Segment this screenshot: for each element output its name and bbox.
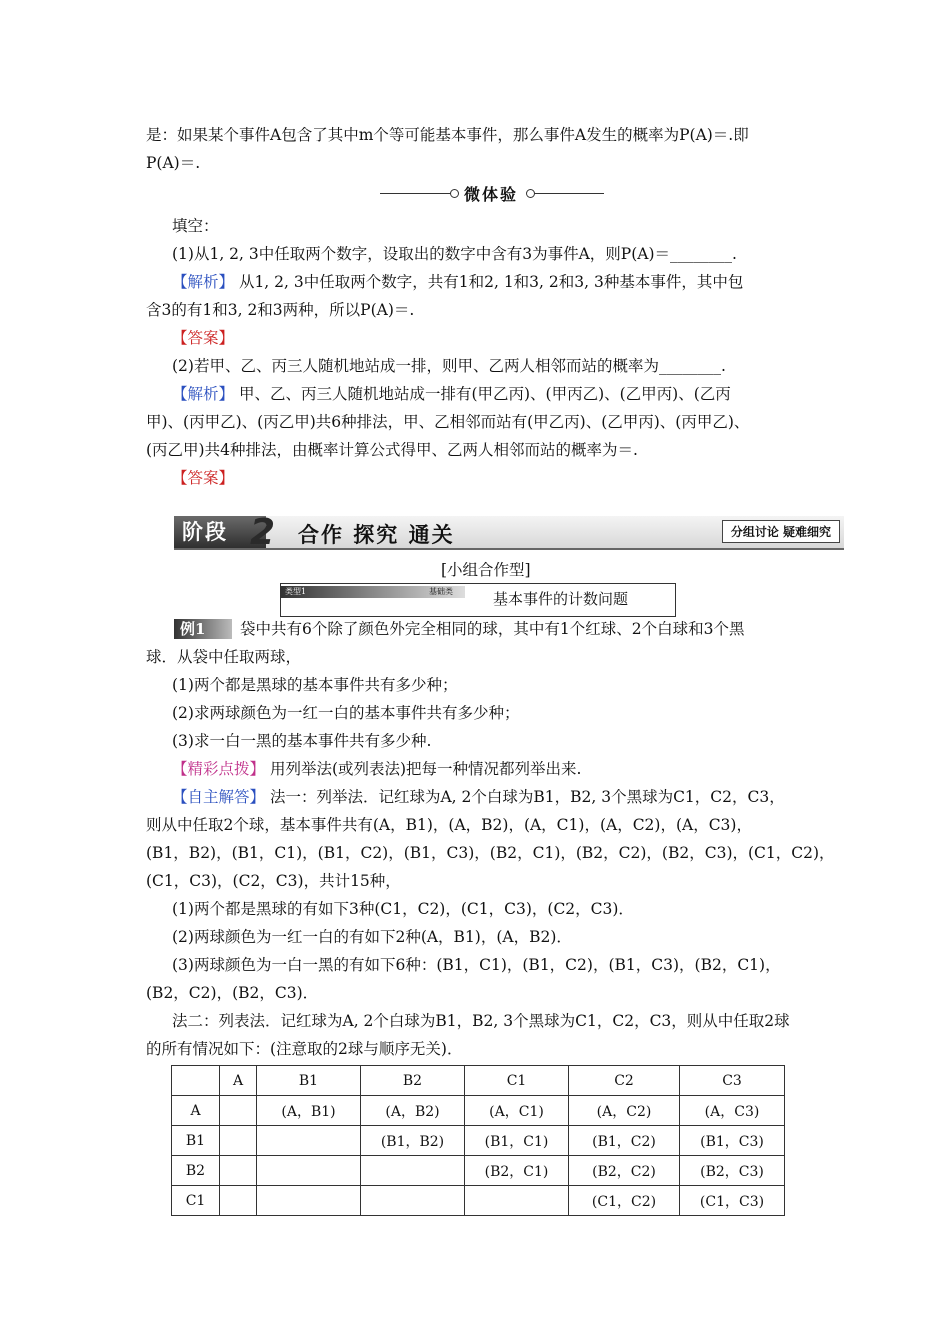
hint-text: 用列举法(或列表法)把每一种情况都列举出来. [265, 760, 582, 778]
table-row [172, 1186, 785, 1216]
text-line: 含3的有1和3, 2和3两种，所以P(A)＝. [146, 301, 415, 319]
stage-subtitle: 分组讨论 疑难细究 [722, 520, 840, 543]
table-header-row [172, 1066, 785, 1096]
table-cell: (A，C1) [465, 1096, 569, 1126]
analysis-label: 【解析】 [172, 273, 235, 291]
type-tag-right: 基础类 [429, 587, 453, 596]
text-line: (B1，B2)，(B1，C1)，(B1，C2)，(B1，C3)，(B2，C1)，(B2，C2)，(B2，C3)，(C1，C2)， [146, 844, 835, 862]
fill-heading: 填空： [172, 217, 219, 235]
answer-label: 【答案】 [172, 469, 235, 487]
table-cell [220, 1096, 257, 1126]
analysis-text: 甲、乙、丙三人随机地站成一排有(甲乙丙)、(甲丙乙)、(乙甲丙)、(乙丙 [234, 385, 731, 403]
table-cell: C1 [172, 1186, 220, 1216]
table-cell [361, 1156, 465, 1186]
table-cell [257, 1186, 361, 1216]
question-1: (1)从1, 2, 3中任取两个数字，设取出的数字中含有3为事件A，则P(A)＝________. [172, 245, 737, 263]
table-cell: B2 [361, 1066, 465, 1096]
table-row [172, 1096, 785, 1126]
table-cell [257, 1126, 361, 1156]
analysis-label: 【解析】 [172, 385, 235, 403]
sub-question: (3)求一白一黑的基本事件共有多少种. [172, 732, 432, 750]
table-cell: (B2，C1) [465, 1156, 569, 1186]
solve-text: 法一：列举法．记红球为A, 2个白球为B1，B2, 3个黑球为C1，C2，C3， [265, 788, 785, 806]
table-cell: (B1，C1) [465, 1126, 569, 1156]
analysis-text: 从1, 2, 3中任取两个数字，共有1和2, 1和3, 2和3, 3种基本事件，其中包 [234, 273, 744, 291]
table-row [172, 1156, 785, 1186]
example-label: 例1 [174, 619, 232, 639]
text-line: (C1，C3)，(C2，C3)，共计15种， [146, 872, 401, 890]
group-label: [小组合作型] [441, 561, 531, 579]
table-cell: C1 [465, 1066, 569, 1096]
table-cell: (B2，C2) [569, 1156, 680, 1186]
table-cell: (B1，C3) [680, 1126, 785, 1156]
stage-tag: 阶段 [174, 516, 266, 548]
table-cell: (A，C2) [569, 1096, 680, 1126]
table-cell: C3 [680, 1066, 785, 1096]
section-divider [380, 182, 604, 206]
stage-title: 合作 探究 通关 [298, 522, 455, 547]
table-cell: A [172, 1096, 220, 1126]
solve-line [172, 787, 785, 807]
text-line: 球．从袋中任取两球， [146, 648, 302, 666]
outcome-table [171, 1065, 785, 1216]
table-cell: (B1，C2) [569, 1126, 680, 1156]
text-line: 法二：列表法．记红球为A, 2个白球为B1，B2, 3个黑球为C1，C2，C3，则从中任取2球 [172, 1012, 790, 1030]
table-cell [220, 1126, 257, 1156]
analysis-1 [172, 272, 743, 292]
hint-label: 【精彩点拨】 [172, 760, 266, 778]
table-cell [172, 1066, 220, 1096]
text-line: (2)两球颜色为一红一白的有如下2种(A，B1)，(A，B2)． [172, 928, 572, 946]
table-cell: C2 [569, 1066, 680, 1096]
table-cell: (C1，C2) [569, 1186, 680, 1216]
answer-label: 【答案】 [172, 329, 235, 347]
type-tag-left: 类型1 [285, 587, 307, 596]
analysis-2 [172, 384, 731, 404]
table-cell: (B2，C3) [680, 1156, 785, 1186]
table-cell: (A，B2) [361, 1096, 465, 1126]
text-line: 甲)、(丙甲乙)、(丙乙甲)共6种排法，甲、乙相邻而站有(甲乙丙)、(乙甲丙)、(丙甲乙)、 [146, 413, 750, 431]
table-cell: (A，C3) [680, 1096, 785, 1126]
table-cell: (C1，C3) [680, 1186, 785, 1216]
type-box [280, 583, 676, 617]
table-cell: B1 [172, 1126, 220, 1156]
table-cell: B2 [172, 1156, 220, 1186]
sub-question: (2)求两球颜色为一红一白的基本事件共有多少种； [172, 704, 520, 722]
text-line: P(A)＝. [146, 154, 201, 172]
table-row [172, 1126, 785, 1156]
stage-number: 2 [250, 512, 276, 553]
divider-title: 微体验 [464, 185, 519, 204]
text-line: (1)两个都是黑球的有如下3种(C1，C2)，(C1，C3)，(C2，C3)． [172, 900, 634, 918]
sub-question: (1)两个都是黑球的基本事件共有多少种； [172, 676, 458, 694]
table-cell [257, 1156, 361, 1186]
text-line: 是：如果某个事件A包含了其中m个等可能基本事件，那么事件A发生的概率为P(A)＝.即 [146, 126, 749, 144]
text-line: (3)两球颜色为一白一黑的有如下6种：(B1，C1)，(B1，C2)，(B1，C3)，(B2，C1)， [172, 956, 781, 974]
text-line: (丙乙甲)共4种排法，由概率计算公式得甲、乙两人相邻而站的概率为＝. [146, 441, 638, 459]
table-cell [465, 1186, 569, 1216]
table-cell [220, 1186, 257, 1216]
hint-line [172, 759, 581, 779]
text-line: 则从中任取2个球，基本事件共有(A，B1)，(A，B2)，(A，C1)，(A，C2)，(A，C3)， [146, 816, 752, 834]
table-cell: (A，B1) [257, 1096, 361, 1126]
table-cell [220, 1156, 257, 1186]
table-cell [361, 1186, 465, 1216]
text-line: 袋中共有6个除了颜色外完全相同的球，其中有1个红球、2个白球和3个黑 [240, 620, 745, 638]
table-cell: A [220, 1066, 257, 1096]
text-line: (B2，C2)，(B2，C3)． [146, 984, 319, 1002]
type-title: 基本事件的计数问题 [493, 590, 629, 608]
question-2: (2)若甲、乙、丙三人随机地站成一排，则甲、乙两人相邻而站的概率为________. [172, 357, 726, 375]
text-line: 的所有情况如下：(注意取的2球与顺序无关)． [146, 1040, 463, 1058]
table-cell: (B1，B2) [361, 1126, 465, 1156]
stage-banner [174, 512, 844, 553]
solve-label: 【自主解答】 [172, 788, 266, 806]
table-cell: B1 [257, 1066, 361, 1096]
